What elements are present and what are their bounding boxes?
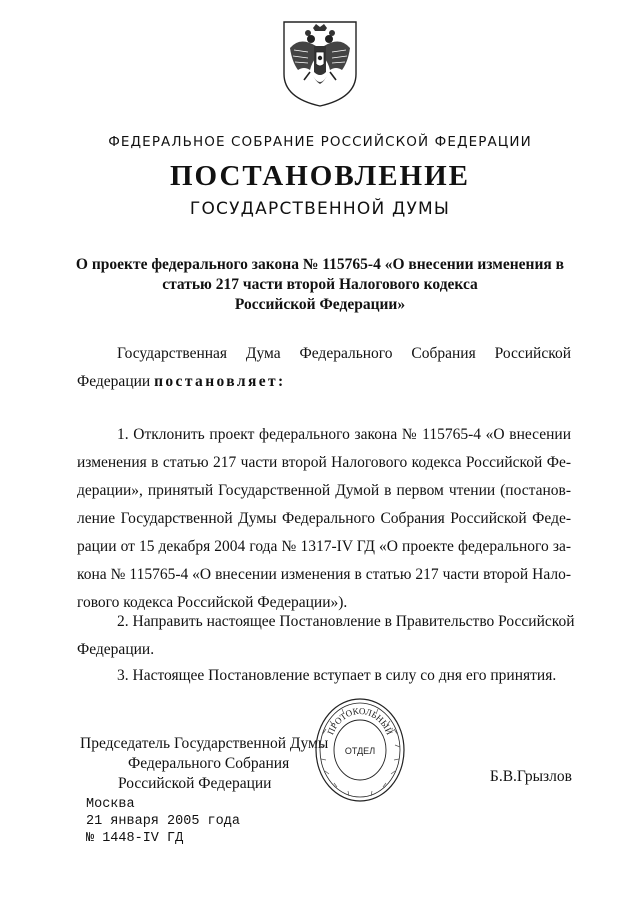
item-line: ление Государственной Думы Федерального Собрания Российской Феде-: [77, 510, 571, 527]
organization-name: ФЕДЕРАЛЬНОЕ СОБРАНИЕ РОССИЙСКОЙ ФЕДЕРАЦИИ: [108, 134, 532, 150]
official-stamp: [312, 695, 408, 805]
item-line: рации от 15 декабря 2004 года № 1317-IV ГД «О проекте федерального за-: [77, 538, 571, 555]
preamble-prefix: Федерации: [77, 373, 155, 390]
item-line: гового кодекса Российской Федерации»).: [77, 594, 348, 611]
svg-text:ПРОТОКОЛЬНЫЙ: [325, 706, 395, 737]
signatory-title: [80, 734, 328, 794]
issuer-name: ГОСУДАРСТВЕННОЙ ДУМЫ: [189, 199, 451, 219]
coat-of-arms-emblem: [280, 18, 360, 108]
subject-line: О проекте федерального закона № 115765-4 «О внесении изменения в: [75, 256, 565, 273]
footer-date: 21 января 2005 года: [86, 814, 240, 829]
item-line: дерации», принятый Государственной Думой в первом чтении (постанов-: [77, 482, 571, 499]
document-type-title: ПОСТАНОВЛЕНИЕ: [169, 160, 470, 192]
item-1-paragraph: [77, 421, 571, 617]
item-line: Федерации.: [77, 641, 155, 658]
signatory-title-line: Российской Федерации: [118, 775, 272, 792]
item-2-paragraph: [77, 608, 575, 664]
preamble-paragraph: [77, 340, 571, 396]
item-line: изменения в статью 217 части второй Налогового кодекса Российской Фе-: [77, 454, 571, 471]
preamble-line: [77, 368, 571, 396]
item-line: кона № 115765-4 «О внесении изменения в статью 217 части второй Нало-: [77, 566, 571, 583]
item-line: 2. Направить настоящее Постановление в Правительство Российской: [117, 613, 575, 630]
stamp-top-text: ПРОТОКОЛЬНЫЙ: [325, 705, 395, 737]
subject-line: статью 217 части второй Налогового кодекса: [162, 276, 478, 293]
item-line: 3. Настоящее Постановление вступает в силу со дня его принятия.: [117, 667, 557, 684]
footer-city: Москва: [86, 797, 135, 812]
item-3-paragraph: [77, 662, 571, 690]
document-footer: [86, 796, 240, 847]
signatory-name: Б.В.Грызлов: [489, 768, 572, 785]
preamble-line: Государственная Дума Федерального Собрания Российской: [117, 345, 571, 362]
resolves-keyword: постановляет:: [154, 373, 286, 390]
document-subject: [70, 255, 570, 315]
signatory-title-line: Председатель Государственной Думы: [80, 735, 329, 752]
item-line: 1. Отклонить проект федерального закона № 115765-4 «О внесении: [117, 426, 571, 443]
footer-number: № 1448-IV ГД: [86, 831, 184, 846]
stamp-center-text: ОТДЕЛ: [344, 746, 376, 756]
subject-line: Российской Федерации»: [234, 296, 406, 313]
signatory-title-line: Федерального Собрания: [128, 755, 290, 772]
